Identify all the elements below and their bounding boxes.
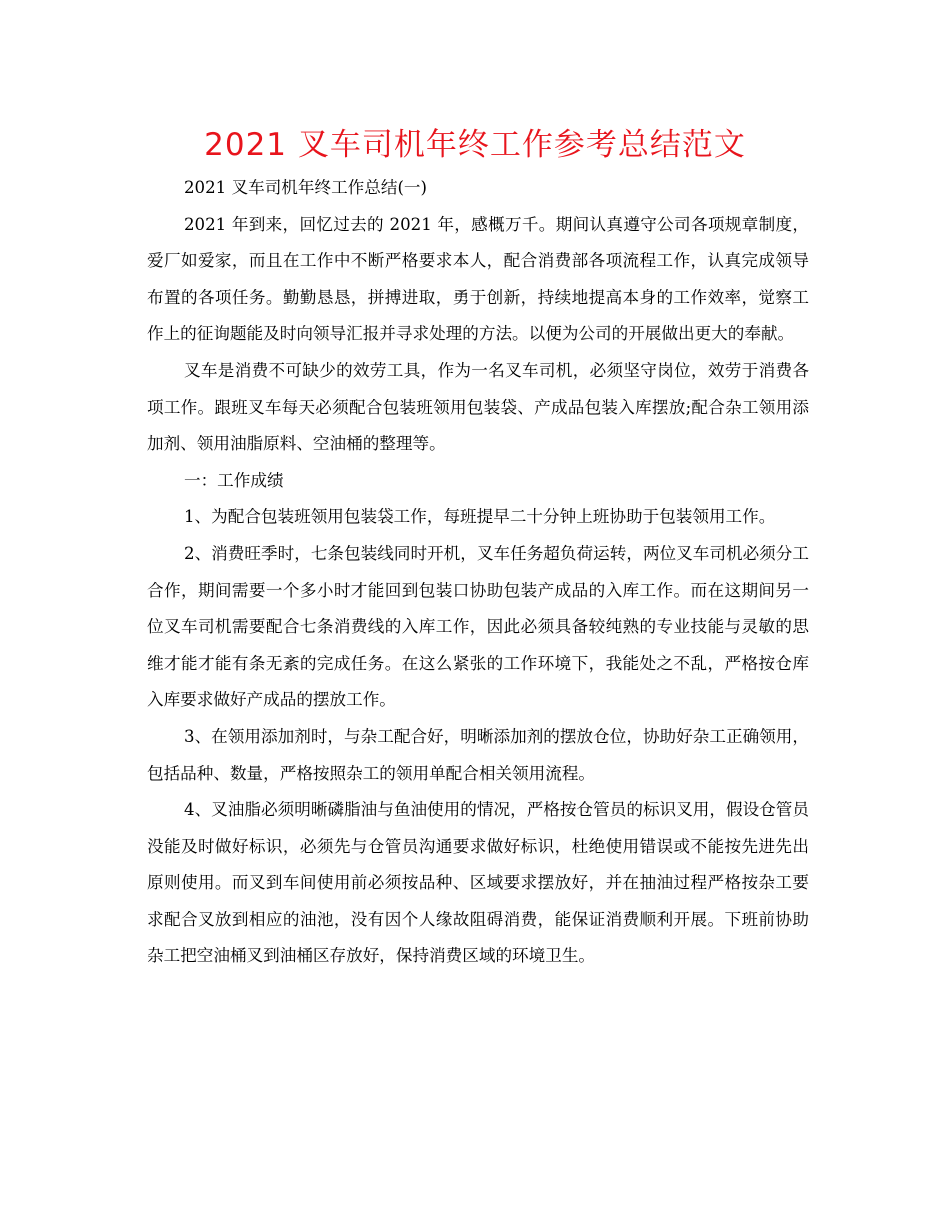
list-item-1: 1、为配合包装班领用包装袋工作，每班提早二十分钟上班协助于包装领用工作。 (184, 507, 776, 527)
document-body (147, 170, 809, 975)
list-item-3: 3、在领用添加剂时，与杂工配合好，明晰添加剂的摆放仓位，协助好杂工正确领用，包括品种、数量，严格按照杂工的领用单配合相关领用流程。 (147, 726, 809, 783)
paragraph-forklift-role: 叉车是消费不可缺少的效劳工具，作为一名叉车司机，必须坚守岗位，效劳于消费各项工作。跟班叉车每天必须配合包装班领用包装袋、产成品包装入库摆放;配合杂工领用添加剂、领用油脂原料、空油桶的整理等。 (147, 360, 809, 454)
list-item-4: 4、叉油脂必须明晰磷脂油与鱼油使用的情况，严格按仓管员的标识叉用，假设仓管员没能及时做好标识，必须先与仓管员沟通要求做好标识，杜绝使用错误或不能按先进先出原则使用。而叉到车间使用前必须按品种、区域要求摆放好，并在抽油过程严格按杂工要求配合叉放到相应的油池，没有因个人缘故阻碍消费，能保证消费顺利开展。下班前协助杂工把空油桶叉到油桶区存放好，保持消费区域的环境卫生。 (147, 800, 809, 966)
list-item-2: 2、消费旺季时，七条包装线同时开机，叉车任务超负荷运转，两位叉车司机必须分工合作，期间需要一个多小时才能回到包装口协助包装产成品的入库工作。而在这期间另一位叉车司机需要配合七条消费线的入库工作，因此必须具备较纯熟的专业技能与灵敏的思维才能才能有条无紊的完成任务。在这么紧张的工作环境下，我能处之不乱，严格按仓库入库要求做好产成品的摆放工作。 (147, 543, 809, 710)
paragraph-intro: 2021 年到来，回忆过去的 2021 年，感概万千。期间认真遵守公司各项规章制度，爱厂如爱家，而且在工作中不断严格要求本人，配合消费部各项流程工作，认真完成领导布置的各项任务。勤勤恳恳，拼搏进取，勇于创新，持续地提高本身的工作效率，觉察工作上的征询题能及时向领导汇报并寻求处理的方法。以便为公司的开展做出更大的奉献。 (147, 214, 809, 344)
document-title: 2021 叉车司机年终工作参考总结范文 (204, 127, 746, 163)
section-heading-summary-one: 2021 叉车司机年终工作总结(一) (184, 178, 427, 197)
section-heading-work-results: 一：工作成绩 (184, 470, 284, 490)
